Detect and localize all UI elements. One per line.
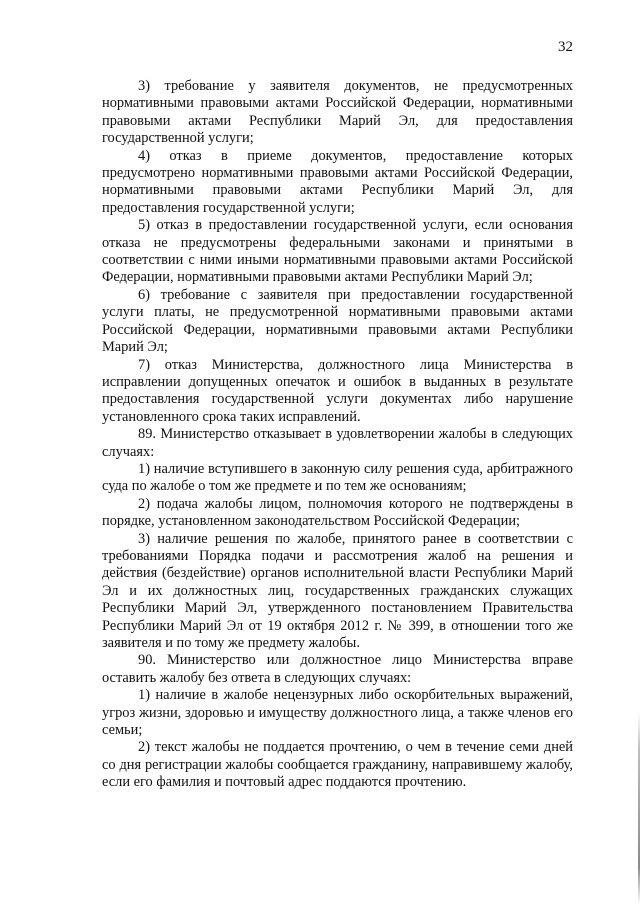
paragraph-90-item-2: 2) текст жалобы не поддается прочтению, о чем в течение семи дней со дня регистрации жалобы сообщается гражданину, направившему жалобу, если его фамилия и почтовый адрес поддаются прочтению.	[102, 739, 573, 791]
paragraph-89-item-1: 1) наличие вступившего в законную силу решения суда, арбитражного суда по жалобе о том же предмете и по тем же основаниям;	[102, 460, 573, 495]
paragraph-item-7: 7) отказ Министерства, должностного лица Министерства в исправлении допущенных опечаток и ошибок в выданных в результате предоставления государственной услуги документах либо нарушение установленного срока таких исправлений.	[102, 356, 573, 425]
page-number: 32	[558, 39, 573, 55]
paragraph-89: 89. Министерство отказывает в удовлетворении жалобы в следующих случаях:	[102, 426, 573, 460]
paragraph-item-4: 4) отказ в приеме документов, предоставление которых предусмотрено нормативными правовыми актами Российской Федерации, нормативными правовыми актами Республики Марий Эл, для предоставления государственной услуги;	[102, 147, 573, 216]
paragraph-90: 90. Министерство или должностное лицо Министерства вправе оставить жалобу без ответа в следующих случаях:	[102, 652, 573, 686]
paragraph-90-item-1: 1) наличие в жалобе нецензурных либо оскорбительных выражений, угроз жизни, здоровью и имуществу должностного лица, а также членов его семьи;	[102, 687, 573, 739]
paragraph-89-item-3: 3) наличие решения по жалобе, принятого ранее в соответствии с требованиями Порядка подачи и рассмотрения жалоб на решения и действия (бездействие) органов исполнительной власти Республики Марий Эл и их должностных лиц, государственных гражданских служащих Республики Марий Эл, утвержденного постановлением Правительства Республики Марий Эл от 19 октября 2012 г. № 399, в отношении того же заявителя и по тому же предмету жалобы.	[102, 530, 573, 651]
paragraph-item-6: 6) требование с заявителя при предоставлении государственной услуги платы, не предусмотренной нормативными правовыми актами Российской Федерации, нормативными правовыми актами Республики Марий Эл;	[102, 286, 573, 356]
paragraph-89-item-2: 2) подача жалобы лицом, полномочия которого не подтверждены в порядке, установленном законодательством Российской Федерации;	[102, 495, 573, 530]
document-body	[102, 78, 573, 792]
paragraph-item-3: 3) требование у заявителя документов, не предусмотренных нормативными правовыми актами Российской Федерации, нормативными правовыми актами Республики Марий Эл, для предоставления государственной услуги;	[102, 78, 573, 147]
paragraph-item-5: 5) отказ в предоставлении государственной услуги, если основания отказа не предусмотрены федеральными законами и принятыми в соответствии с ними иными нормативными правовыми актами Российской Федерации, нормативными правовыми актами Республики Марий Эл;	[102, 217, 573, 286]
